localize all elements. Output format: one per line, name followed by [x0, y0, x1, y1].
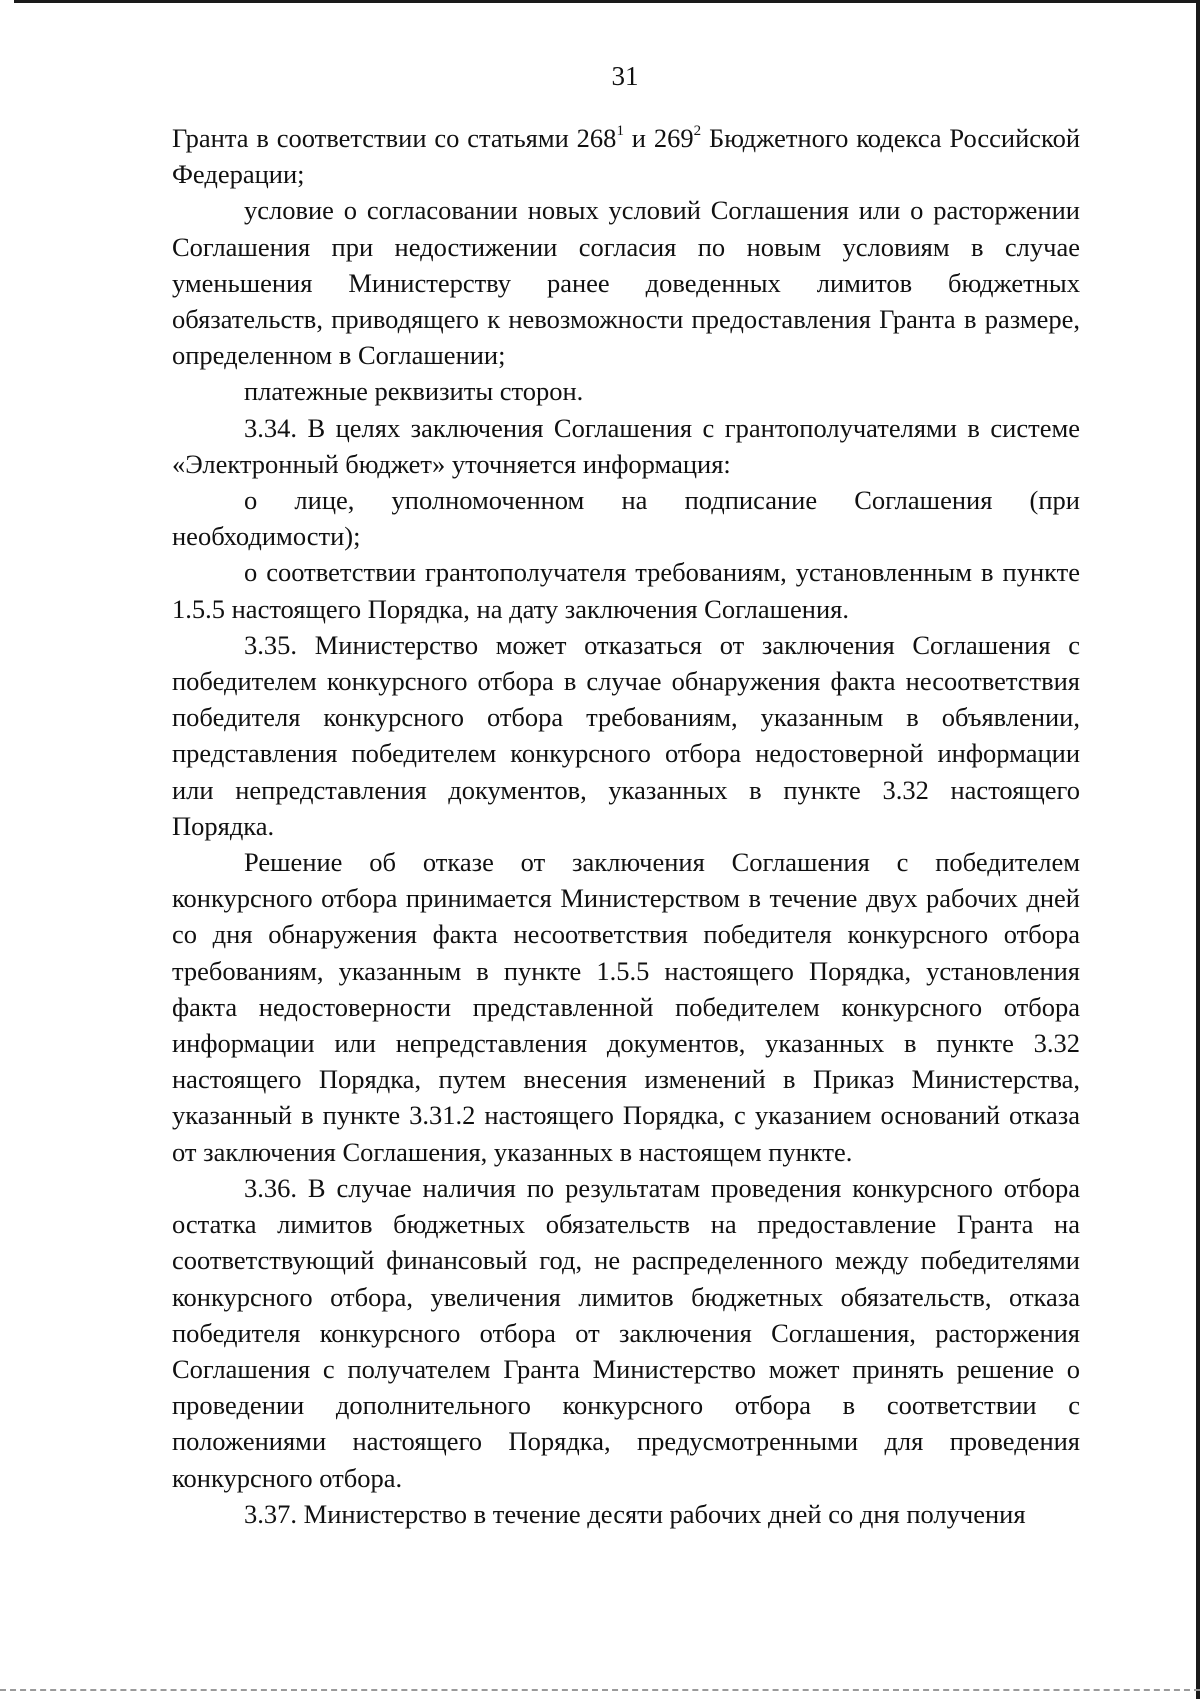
paragraph	[172, 373, 1080, 409]
text-run: Гранта в соответствии со статьями 268	[172, 123, 617, 153]
text-run: условие о согласовании новых условий Соглашения или о расторжении Соглашения при недостижении согласия по новым условиям в случае уменьшения Министерству ранее доведенных лимитов бюджетных обязательств, приводящего к невозможности предоставления Гранта в размере, определенном в Соглашении;	[172, 195, 1080, 371]
paragraph	[172, 482, 1080, 554]
paragraph	[172, 192, 1080, 373]
page-number: 31	[611, 61, 639, 91]
scan-border-top	[14, 0, 1196, 3]
paragraph	[172, 627, 1080, 844]
scan-border-right	[1196, 0, 1200, 1699]
text-run: 3.36. В случае наличия по результатам проведения конкурсного отбора остатка лимитов бюджетных обязательств на предоставление Гранта на соответствующий финансовый год, не распределенного между победителями конкурсного отбора, увеличения лимитов бюджетных обязательств, отказа победителя конкурсного отбора от заключения Соглашения, расторжения Соглашения с получателем Гранта Министерство может принять решение о проведении дополнительного конкурсного отбора в соответствии с положениями настоящего Порядка, предусмотренными для проведения конкурсного отбора.	[172, 1172, 1080, 1493]
paragraph	[172, 554, 1080, 626]
paragraph	[172, 1496, 1080, 1532]
superscript: 1	[616, 123, 624, 140]
paragraph	[172, 410, 1080, 482]
paragraph	[172, 120, 1080, 192]
text-run: Решение об отказе от заключения Соглашения с победителем конкурсного отбора принимается Министерством в течение двух рабочих дней со дня обнаружения факта несоответствия победителя конкурсного отбора требованиям, указанным в пункте 1.5.5 настоящего Порядка, установления факта недостоверности представленной победителем конкурсного отбора информации или непредставления документов, указанных в пункте 3.32 настоящего Порядка, путем внесения изменений в Приказ Министерства, указанный в пункте 3.31.2 настоящего Порядка, с указанием оснований отказа от заключения Соглашения, указанных в настоящем пункте.	[172, 847, 1080, 1167]
paragraph	[172, 1170, 1080, 1496]
text-run: 3.35. Министерство может отказаться от заключения Соглашения с победителем конкурсного отбора в случае обнаружения факта несоответствия победителя конкурсного отбора требованиям, указанным в объявлении, представления победителем конкурсного отбора недостоверной информации или непредставления документов, указанных в пункте 3.32 настоящего Порядка.	[172, 629, 1080, 841]
text-run: Бюджетного кодекса Российской Федерации;	[172, 123, 1081, 190]
text-run: о лице, уполномоченном на подписание Соглашения (при необходимости);	[172, 485, 1080, 552]
text-run: 3.34. В целях заключения Соглашения с грантополучателями в системе «Электронный бюджет» уточняется информация:	[172, 412, 1080, 479]
text-run: 3.37. Министерство в течение десяти рабочих дней со дня получения	[244, 1498, 1026, 1529]
text-run: платежные реквизиты сторон.	[244, 376, 584, 407]
text-run: и 269	[623, 123, 694, 153]
scan-border-bottom	[0, 1689, 1200, 1691]
document-body	[172, 120, 1080, 1532]
paragraph	[172, 844, 1080, 1170]
text-run: о соответствии грантополучателя требованиям, установленным в пункте 1.5.5 настоящего Порядка, на дату заключения Соглашения.	[172, 557, 1080, 624]
superscript: 2	[693, 123, 702, 140]
